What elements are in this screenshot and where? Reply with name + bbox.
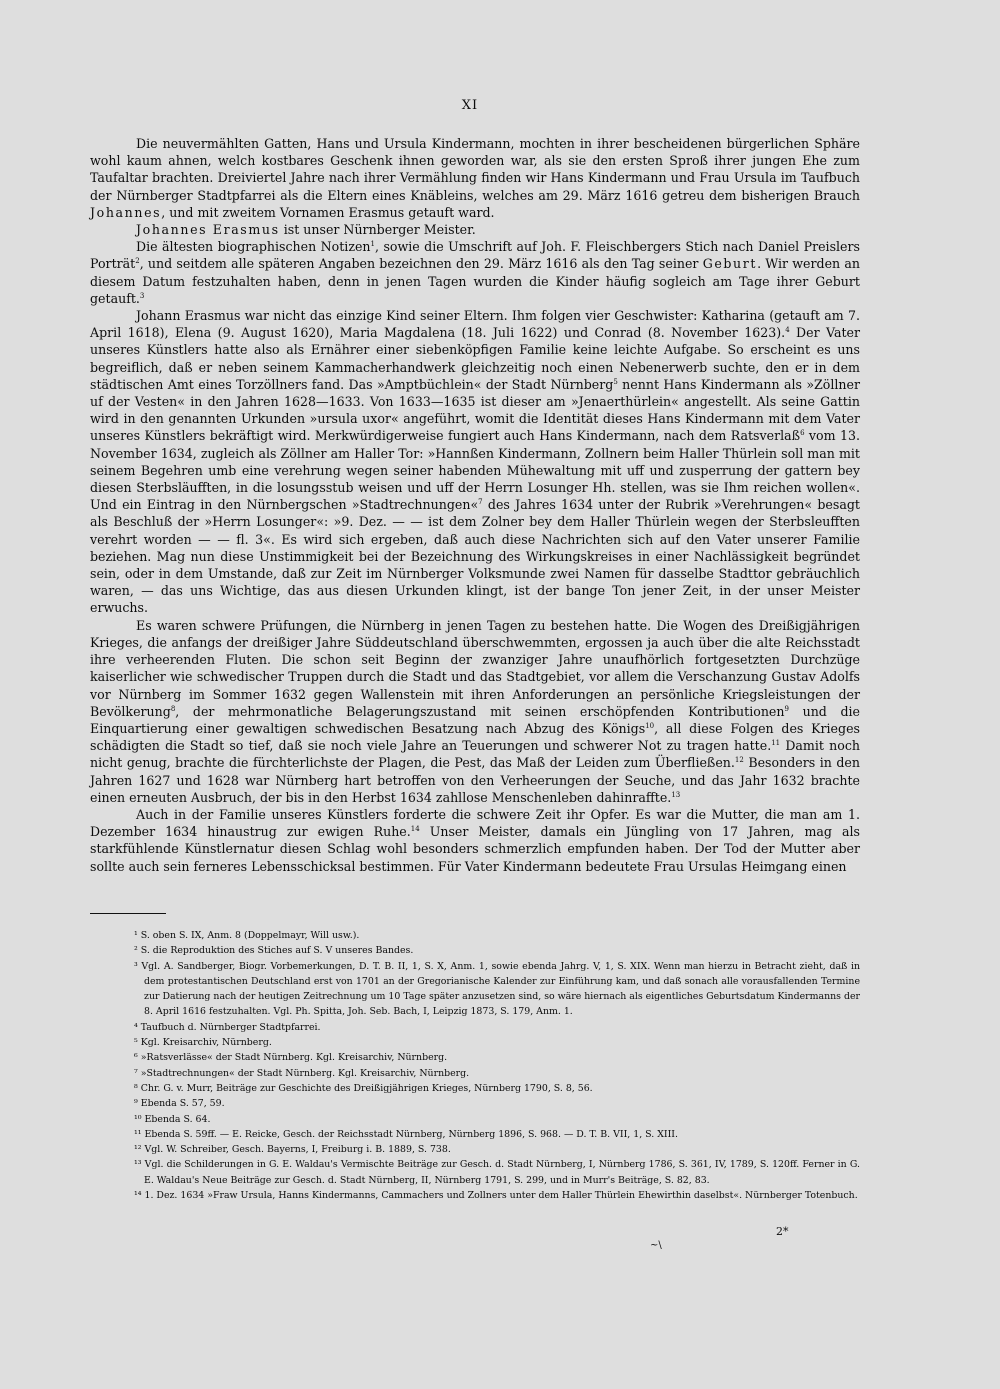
- footnote: ⁹ Ebenda S. 57, 59.: [134, 1098, 225, 1110]
- footnote: ¹³ Vgl. die Schilderungen in G. E. Waldau's Vermischte Beiträge zur Gesch. d. Stadt Nürnberg, I, Nürnberg 1786, S. 361, IV, 1789, S. 120ff. Ferner in G. E. Waldau's Neue Beiträge zur Gesch. d. Stadt Nürnberg, II, Nürnberg 1791, S. 299, und in Murr's Beiträge, S. 82, 83.: [134, 1159, 860, 1186]
- footnote-ref: 14: [410, 824, 420, 833]
- footnote-ref: 10: [645, 721, 655, 730]
- paragraph: Die neuvermählten Gatten, Hans und Ursula Kindermann, mochten in ihrer bescheidenen bürgerlichen Sphäre wohl kaum ahnen, welch kostbares Geschenk ihnen geworden war, als sie den ersten Sproß ihrer jungen Ehe zum Taufaltar brachten. Dreiviertel Jahre nach ihrer Vermählung finden wir Hans Kindermann und Frau Ursula im Taufbuch der Nürnberger Stadtpfarrei als die Eltern eines Knäbleins, welches am 29. März 1616 getreu dem bisherigen Brauch Johannes, und mit zweitem Vornamen Erasmus getauft ward.: [90, 136, 860, 220]
- footnote: ¹² Vgl. W. Schreiber, Gesch. Bayerns, I, Freiburg i. B. 1889, S. 738.: [134, 1144, 451, 1156]
- footnote-ref: 2: [135, 257, 140, 266]
- footnote: ³ Vgl. A. Sandberger, Biogr. Vorbemerkungen, D. T. B. II, 1, S. X, Anm. 1, sowie ebenda Jahrg. V, 1, S. XIX. Wenn man hierzu in Betracht zieht, daß in dem protestantischen Deutschland erst von 1701 an der Gregorianische Kalender zur Einführung kam, und daß sonach alle vorausfallenden Termine zur Datierung nach der heutigen Zeitrechnung um 10 Tage später anzusetzen sind, so wäre hiernach als eigentliches Geburtsdatum Kindermanns der 8. April 1616 festzuhalten. Vgl. Ph. Spitta, Joh. Seb. Bach, I, Leipzig 1873, S. 179, Anm. 1.: [134, 960, 860, 1018]
- footnotes: [90, 928, 860, 1203]
- footnote-ref: 1: [370, 240, 376, 249]
- footnote-ref: 5: [613, 377, 618, 386]
- footnote: ⁷ »Stadtrechnungen« der Stadt Nürnberg. Kgl. Kreisarchiv, Nürnberg.: [134, 1067, 470, 1079]
- footnote-ref: 9: [784, 704, 789, 713]
- spaced-name: Johannes Erasmus: [136, 222, 280, 238]
- footnote-ref: 13: [671, 790, 681, 799]
- footnote: ² S. die Reproduktion des Stiches auf S. V unseres Bandes.: [134, 945, 414, 957]
- paragraph: Johann Erasmus war nicht das einzige Kind seiner Eltern. Ihm folgen vier Geschwister: Katharina (getauft am 7. April 1618), Elena (9. August 1620), Maria Magdalena (18. Juli 1622) und Conrad (8. November 1623).$^4$ Der Vater unseres Künstlers hatte also als Ernährer einer siebenköpfigen Familie keine leichte Aufgabe. So erscheint es uns begreiflich, daß er neben seinem Kammacherhandwerk gleichzeitig noch einen Nebenerwerb suchte, den er in dem städtischen Amt eines Torzöllners fand. Das »Amptbüchlein« der Stadt Nürnberg$^5$ nennt Hans Kindermann als »Zöllner uf der Vesten« in den Jahren 1628—1633. Von 1633—1635 ist dieser am »Jenaerthürlein« angestellt. Als seine Gattin wird in den genannten Urkunden »ursula uxor« angeführt, womit die Identität dieses Hans Kindermann mit dem Vater unseres Künstlers bekräftigt wird. Merkwürdigerweise fungiert auch Hans Kindermann, nach dem Ratsverlaß$^6$ vom 13. November 1634, zugleich als Zöllner am Haller Tor: »Hannßen Kindermann, Zollnern beim Haller Thürlein soll man mit seinem Begehren umb eine verehrung wegen seiner habenden Mühewaltung mit uff und zusperrung der gattern bey diesen Sterbsläufften, in die losungsstub weisen und uff der Herrn Losunger Hh. stellen, was sie Ihm reichen wollen«. Und ein Eintrag in den Nürnbergschen »Stadtrechnungen«$^7$ des Jahres 1634 unter der Rubrik »Verehrungen« besagt als Beschluß der »Herrn Losunger«: »9. Dez. — — ist dem Zolner bey dem Haller Thürlein wegen der Sterbsleufften verehrt worden — — fl. 3«. Es wird sich ergeben, daß auch diese Nachrichten sich auf den Vater unserer Familie beziehen. Mag nun diese Unstimmigkeit bei der Bezeichnung des Wirkungskreises in einer Nachlässigkeit begründet sein, oder in dem Umstande, daß zur Zeit im Nürnberger Volksmunde zwei Namen für dasselbe Stadttor gebräuchlich waren, — das uns Wichtige, das aus diesen Urkunden klingt, ist der bange Ton jener Zeit, in der unser Meister erwuchs.: [90, 308, 860, 616]
- printer-mark: ~\: [650, 1240, 662, 1251]
- footnote: ¹⁴ 1. Dez. 1634 »Fraw Ursula, Hanns Kindermanns, Cammachers und Zollners unter dem Haller Thürlein Ehewirthin daselbst«. Nürnberger Totenbuch.: [134, 1190, 858, 1202]
- spaced-name: Johannes: [90, 204, 162, 220]
- footnote: ⁶ »Ratsverlässe« der Stadt Nürnberg. Kgl. Kreisarchiv, Nürnberg.: [134, 1052, 448, 1064]
- footnote: ¹⁰ Ebenda S. 64.: [134, 1113, 211, 1125]
- footnote: ¹ S. oben S. IX, Anm. 8 (Doppelmayr, Will usw.).: [134, 930, 360, 941]
- footnote: ⁸ Chr. G. v. Murr, Beiträge zur Geschichte des Dreißigjährigen Krieges, Nürnberg 1790, S. 8, 56.: [134, 1082, 593, 1094]
- footnote-ref: 7: [478, 498, 483, 507]
- signature-mark: 2*: [776, 1225, 789, 1238]
- footnote-ref: 11: [771, 738, 781, 747]
- footnote-ref: 3: [139, 291, 145, 300]
- footnote: ⁴ Taufbuch d. Nürnberger Stadtpfarrei.: [134, 1021, 321, 1033]
- footnote-ref: 8: [170, 704, 176, 713]
- footnote: ⁵ Kgl. Kreisarchiv, Nürnberg.: [134, 1037, 272, 1049]
- footnote: ¹¹ Ebenda S. 59ff. — E. Reicke, Gesch. der Reichsstadt Nürnberg, Nürnberg 1896, S. 968. — D. T. B. VII, 1, S. XIII.: [134, 1128, 678, 1140]
- paragraph: Johannes Erasmus ist unser Nürnberger Meister.: [136, 222, 476, 238]
- paragraph: Es waren schwere Prüfungen, die Nürnberg in jenen Tagen zu bestehen hatte. Die Wogen des Dreißigjährigen Krieges, die anfangs der dreißiger Jahre Süddeutschland überschwemmten, ergossen ja auch über die alte Reichsstadt ihre verheerenden Fluten. Die schon seit Beginn der zwanziger Jahre unaufhörlich fortgesetzten Durchzüge kaiserlicher wie schwedischer Truppen durch die Stadt und das Stadtgebiet, vor allem die Verschanzung Gustav Adolfs vor Nürnberg im Sommer 1632 gegen Wallenstein mit ihren Anforderungen an persönliche Kriegsleistungen der Bevölkerung$^8$, der mehrmonatliche Belagerungszustand mit seinen erschöpfenden Kontributionen$^9$ und die Einquartierung einer gewaltigen schwedischen Besatzung nach Abzug des Königs$^{10}$, all diese Folgen des Krieges schädigten die Stadt so tief, daß sie noch viele Jahre an Teuerungen und schwerer Not zu tragen hatte.$^{11}$ Damit noch nicht genug, brachte die fürchterlichste der Plagen, die Pest, das Maß der Leiden zum Überfließen.$^{12}$ Besonders in den Jahren 1627 und 1628 war Nürnberg hart betroffen von den Verheerungen der Seuche, und das Jahr 1632 brachte einen erneuten Ausbruch, der bis in den Herbst 1634 zahllose Menschenleben dahinraffte.$^{13}$: [90, 617, 860, 805]
- main-text: [90, 135, 860, 875]
- page-number: XI: [461, 98, 479, 113]
- paragraph: Auch in der Familie unseres Künstlers forderte die schwere Zeit ihr Opfer. Es war die Mutter, die man am 1. Dezember 1634 hinaustrug zur ewigen Ruhe.$^{14}$ Unser Meister, damals ein Jüngling von 17 Jahren, mag als starkfühlende Künstlernatur diesen Schlag wohl besonders schmerzlich empfunden haben. Der Tod der Mutter aber sollte auch sein ferneres Lebensschicksal bestimmen. Für Vater Kindermann bedeutete Frau Ursulas Heimgang einen: [90, 806, 860, 874]
- paragraph: Die ältesten biographischen Notizen$^1$, sowie die Umschrift auf Joh. F. Fleischbergers Stich nach Daniel Preislers Porträt$^2$, und seitdem alle späteren Angaben bezeichnen den 29. März 1616 als den Tag seiner Geburt. Wir werden an diesem Datum festzuhalten haben, denn in jenen Tagen wurden die Kinder häufig sogleich am Tage ihrer Geburt getauft.$^3$: [90, 239, 860, 306]
- footnote-ref: 6: [800, 429, 805, 438]
- footnote-ref: 12: [734, 756, 744, 765]
- spaced-word: Geburt: [702, 256, 758, 272]
- footnote-ref: 4: [785, 326, 790, 335]
- footnote-rule: [90, 913, 166, 914]
